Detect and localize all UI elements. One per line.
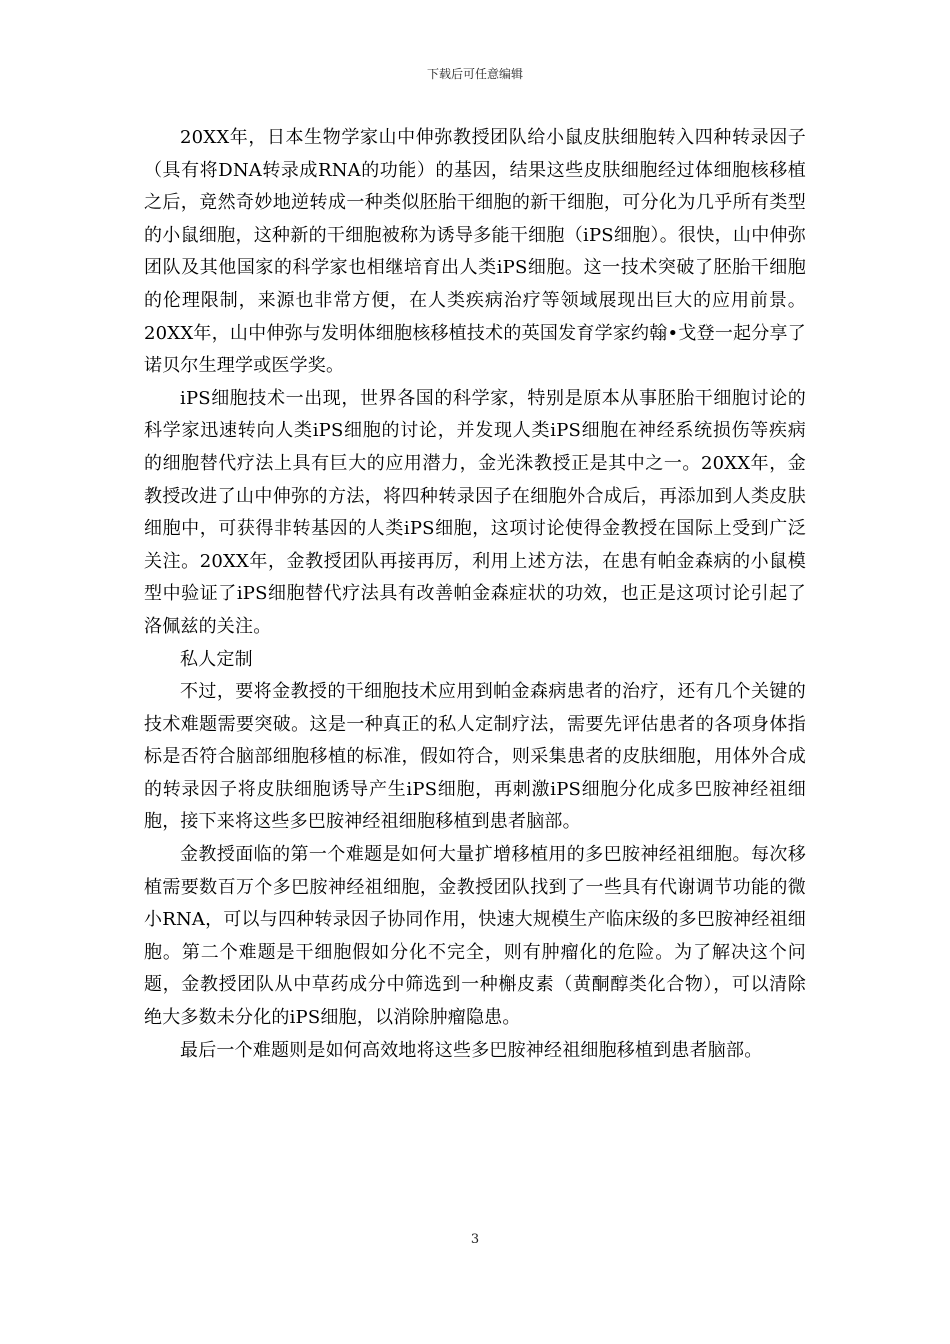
paragraph-personalized-therapy: 不过，要将金教授的干细胞技术应用到帕金森病患者的治疗，还有几个关键的技术难题需要突破。这是一种真正的私人定制疗法，需要先评估患者的各项身体指标是否符合脑部细胞移植的标准，假如符合，则采集患者的皮肤细胞，用体外合成的转录因子将皮肤细胞诱导产生iPS细胞，再刺激iPS细胞分化成多巴胺神经祖细胞，接下来将这些多巴胺神经祖细胞移植到患者脑部。	[144, 681, 806, 833]
page-number: 3	[470, 1232, 480, 1247]
header-note: 下载后可任意编辑	[426, 67, 523, 81]
paragraph-final-challenge: 最后一个难题则是如何高效地将这些多巴胺神经祖细胞移植到患者脑部。	[180, 1039, 763, 1061]
paragraph-ips-history: 20XX年，日本生物学家山中伸弥教授团队给小鼠皮肤细胞转入四种转录因子（具有将DNA转录成RNA的功能）的基因，结果这些皮肤细胞经过体细胞核移植之后，竟然奇妙地逆转成一种类似胚胎干细胞的新干细胞，可分化为几乎所有类型的小鼠细胞，这种新的干细胞被称为诱导多能干细胞（iPS细胞）。很快，山中伸弥团队及其他国家的科学家也相继培育出人类iPS细胞。这一技术突破了胚胎干细胞的伦理限制，来源也非常方便，在人类疾病治疗等领域展现出巨大的应用前景。20XX年，山中伸弥与发明体细胞核移植技术的英国发育学家约翰•戈登一起分享了诺贝尔生理学或医学奖。	[144, 127, 806, 377]
paragraph-ips-research: iPS细胞技术一出现，世界各国的科学家，特别是原本从事胚胎干细胞讨论的科学家迅速转向人类iPS细胞的讨论，并发现人类iPS细胞在神经系统损伤等疾病的细胞替代疗法上具有巨大的应用潜力，金光洙教授正是其中之一。20XX年，金教授改进了山中伸弥的方法，将四种转录因子在细胞外合成后，再添加到人类皮肤细胞中，可获得非转基因的人类iPS细胞，这项讨论使得金教授在国际上受到广泛关注。20XX年，金教授团队再接再厉，利用上述方法，在患有帕金森病的小鼠模型中验证了iPS细胞替代疗法具有改善帕金森症状的功效，也正是这项讨论引起了洛佩兹的关注。	[144, 387, 806, 637]
paragraph-technical-challenges: 金教授面临的第一个难题是如何大量扩增移植用的多巴胺神经祖细胞。每次移植需要数百万个多巴胺神经祖细胞，金教授团队找到了一些具有代谢调节功能的微小RNA，可以与四种转录因子协同作用，快速大规模生产临床级的多巴胺神经祖细胞。第二个难题是干细胞假如分化不完全，则有肿瘤化的危险。为了解决这个问题，金教授团队从中草药成分中筛选到一种槲皮素（黄酮醇类化合物），可以清除绝大多数未分化的iPS细胞，以消除肿瘤隐患。	[144, 844, 806, 1029]
body-text	[144, 122, 806, 1067]
section-heading-personalized: 私人定制	[180, 648, 253, 670]
